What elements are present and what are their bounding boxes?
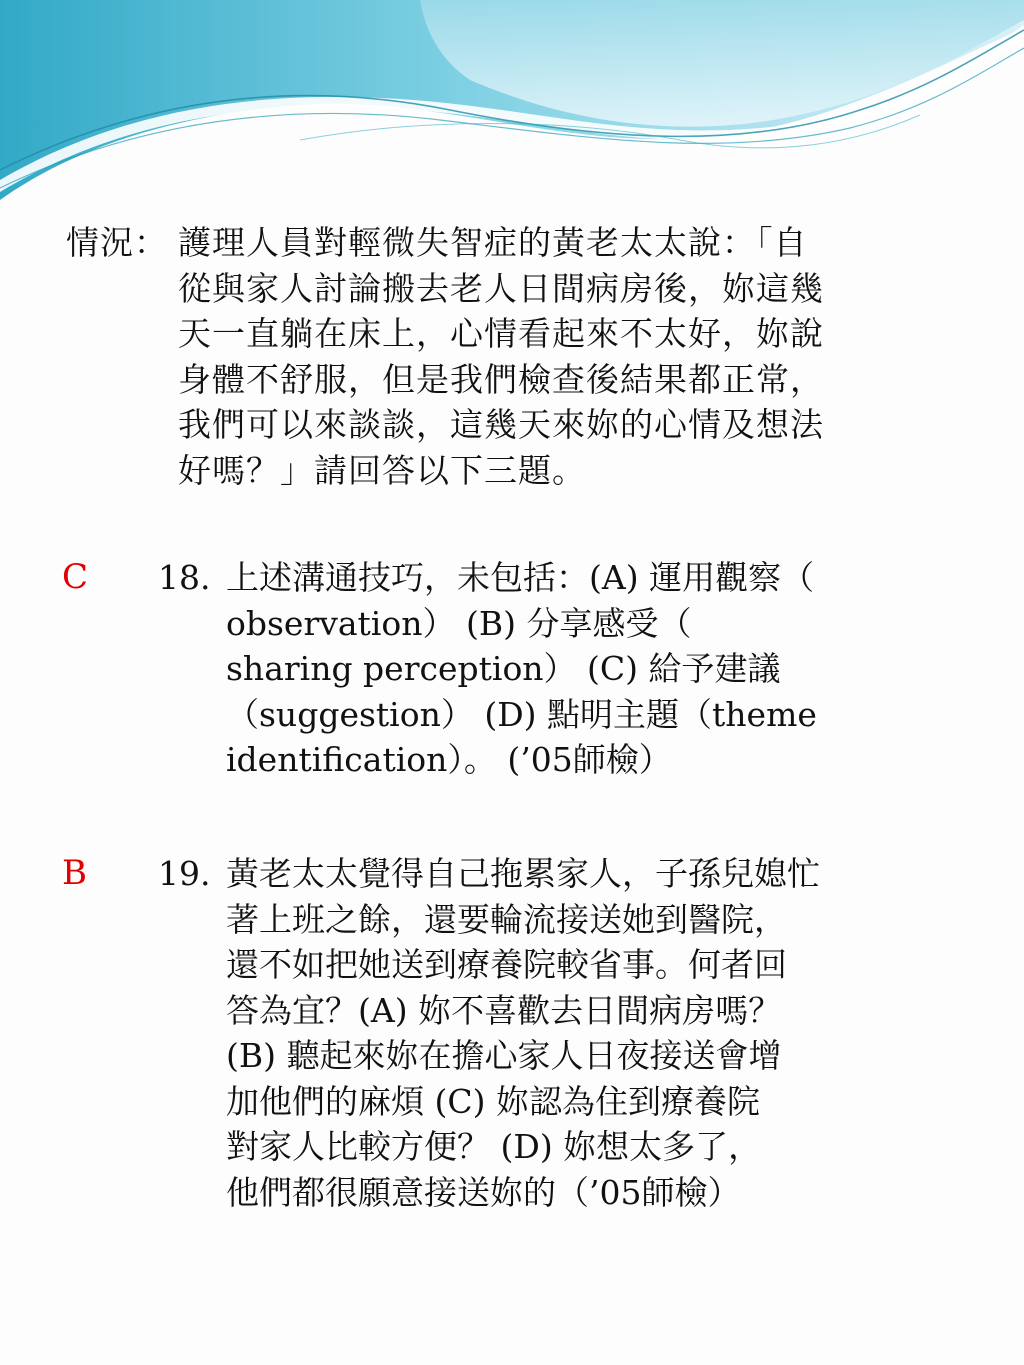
- question-line: identification）。 (’05師檢）: [226, 740, 672, 779]
- question-number-19: 19.: [158, 854, 211, 893]
- scenario-line: 好嗎？」請回答以下三題。: [178, 450, 586, 490]
- question-19-text: [226, 851, 916, 1215]
- question-line: 上述溝通技巧，未包括：(A) 運用觀察（: [226, 558, 815, 597]
- question-line: （suggestion） (D) 點明主題（theme: [226, 694, 817, 734]
- question-line: 還不如把她送到療養院較省事。何者回: [226, 945, 787, 984]
- scenario-label: 情況：: [66, 223, 168, 262]
- scenario-text: [178, 220, 914, 493]
- question-line: 答為宜？(A) 妳不喜歡去日間病房嗎？: [226, 990, 782, 1030]
- question-18-text: [226, 555, 916, 783]
- question-number-18: 18.: [158, 558, 211, 597]
- question-line: sharing perception） (C) 給予建議: [226, 649, 781, 688]
- question-line: 加他們的麻煩 (C) 妳認為住到療養院: [226, 1081, 760, 1121]
- header-wave-decoration: [0, 0, 1024, 230]
- question-line: 他們都很願意接送妳的（’05師檢）: [226, 1172, 741, 1212]
- scenario-line: 從與家人討論搬去老人日間病房後，妳這幾: [178, 268, 824, 308]
- question-line: 著上班之餘，還要輪流接送她到醫院，: [226, 899, 787, 939]
- scenario-line: 我們可以來談談，這幾天來妳的心情及想法: [178, 405, 824, 444]
- question-line: observation） (B) 分享感受（: [226, 603, 692, 643]
- question-line: 黃老太太覺得自己拖累家人，子孫兒媳忙: [226, 854, 820, 893]
- answer-key-q19: B: [62, 853, 87, 893]
- answer-key-q18: C: [62, 557, 89, 597]
- scenario-line: 天一直躺在床上，心情看起來不太好，妳說: [178, 314, 824, 353]
- scenario-line: 護理人員對輕微失智症的黃老太太說：「自: [178, 223, 808, 262]
- scenario-line: 身體不舒服，但是我們檢查後結果都正常，: [178, 359, 824, 399]
- question-line: 對家人比較方便？ (D) 妳想太多了，: [226, 1127, 762, 1166]
- question-line: (B) 聽起來妳在擔心家人日夜接送會增: [226, 1036, 782, 1075]
